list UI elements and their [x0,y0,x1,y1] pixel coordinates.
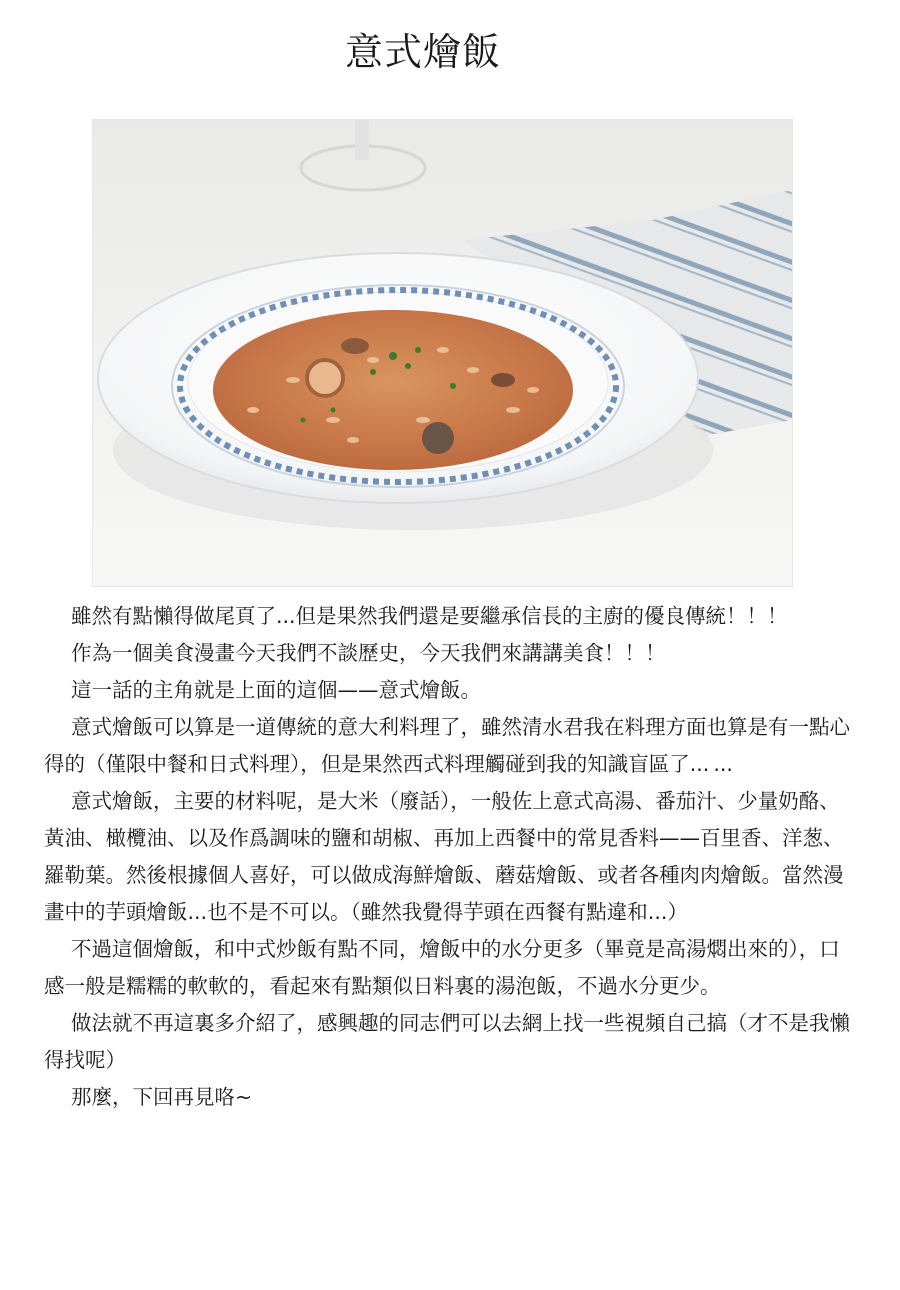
paragraph: 那麼，下回再見咯~ [71,1085,253,1109]
risotto-photo [92,119,793,587]
page-title: 意式燴飯 [344,30,501,74]
paragraph: 這一話的主角就是上面的這個——意式燴飯。 [71,678,481,702]
paragraph: 意式燴飯可以算是一道傳統的意大利料理了，雖然清水君我在料理方面也算是有一點心得的（僅限中餐和日式料理），但是果然西式料理觸碰到我的知識盲區了... ... [44,715,850,776]
paragraph: 作為一個美食漫畫今天我們不談歷史，今天我們來講講美食！！！ [71,641,666,665]
paragraph: 不過這個燴飯，和中式炒飯有點不同，燴飯中的水分更多（畢竟是高湯燜出來的），口感一般是糯糯的軟軟的，看起來有點類似日料裏的湯泡飯，不過水分更少。 [44,937,840,998]
paragraph: 意式燴飯，主要的材料呢，是大米（廢話），一般佐上意式高湯、番茄汁、少量奶酪、黃油、橄欖油、以及作爲調味的鹽和胡椒、再加上西餐中的常見香料——百里香、洋葱、羅勒葉。然後根據個人喜好，可以做成海鮮燴飯、蘑菇燴飯、或者各種肉肉燴飯。當然漫畫中的芋頭燴飯...也不是不可以。（雖然我覺得芋頭在西餐有點違和...） [44,789,844,924]
article-body [44,598,860,1116]
paragraph: 做法就不再這裏多介紹了，感興趣的同志們可以去網上找一些視頻自己搞（才不是我懶得找呢） [44,1011,850,1072]
paragraph: 雖然有點懶得做尾頁了...但是果然我們還是要繼承信長的主廚的優良傳統！！！ [71,604,788,628]
risotto-photo-illustration [93,120,792,586]
